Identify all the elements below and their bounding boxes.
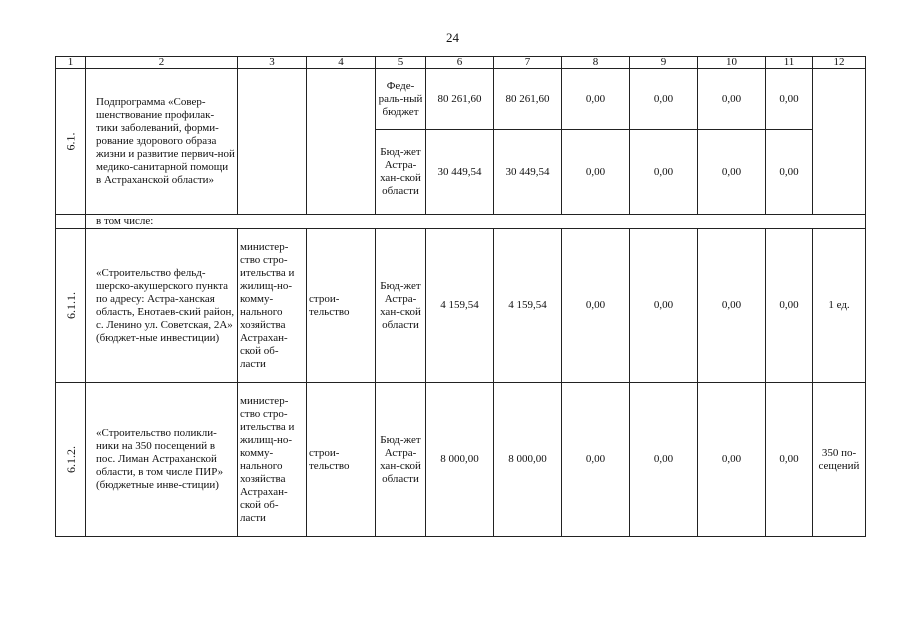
value-cell: 0,00 xyxy=(698,130,766,215)
column-number: 5 xyxy=(376,57,426,69)
value-cell: 0,00 xyxy=(698,229,766,383)
table-row xyxy=(56,69,866,130)
value-cell: 0,00 xyxy=(630,130,698,215)
funding-source: Бюд-жет Астра-хан-ской области xyxy=(376,229,426,383)
value-cell: 0,00 xyxy=(630,383,698,537)
page-number: 24 xyxy=(446,30,459,45)
funding-source: Феде-раль-ный бюджет xyxy=(376,69,426,130)
direction-text: строи-тельство xyxy=(307,229,376,383)
value-cell: 80 261,60 xyxy=(494,69,562,130)
result-text: 1 ед. xyxy=(813,229,866,383)
project-name-cell xyxy=(86,383,238,537)
value-cell: 8 000,00 xyxy=(426,383,494,537)
table-row xyxy=(56,215,866,229)
row-code-cell xyxy=(56,69,86,215)
table-row xyxy=(56,383,866,537)
funding-source: Бюд-жет Астра-хан-ской области xyxy=(376,383,426,537)
column-number: 1 xyxy=(56,57,86,69)
column-number: 12 xyxy=(813,57,866,69)
row-code: 6.1. xyxy=(63,132,77,150)
column-number: 2 xyxy=(86,57,238,69)
value-cell: 0,00 xyxy=(766,130,813,215)
value-cell: 30 449,54 xyxy=(426,130,494,215)
column-number: 4 xyxy=(307,57,376,69)
subprogram-name: Подпрограмма «Совер-шенствование профилак-тики заболеваний, форми-рование здорового образа жизни и развитие первич-ной медико-санитарной помощи в Астраханской области» xyxy=(96,96,235,186)
column-number-row xyxy=(56,57,866,69)
value-cell: 0,00 xyxy=(562,229,630,383)
direction-text: строи-тельство xyxy=(307,383,376,537)
value-cell: 0,00 xyxy=(562,130,630,215)
column-number: 9 xyxy=(630,57,698,69)
value-cell: 4 159,54 xyxy=(426,229,494,383)
project-name-cell xyxy=(86,229,238,383)
value-cell: 0,00 xyxy=(562,69,630,130)
result-text: 350 по-сещений xyxy=(813,383,866,537)
including-label: в том числе: xyxy=(96,215,154,227)
row-code-cell xyxy=(56,383,86,537)
value-cell: 8 000,00 xyxy=(494,383,562,537)
executor-text: министер-ство стро-ительства и жилищ-но-комму-нального хозяйства Астрахан-ской об-ласти xyxy=(238,383,307,537)
value-cell: 30 449,54 xyxy=(494,130,562,215)
column-number: 7 xyxy=(494,57,562,69)
column-number: 10 xyxy=(698,57,766,69)
direction-cell xyxy=(307,69,376,215)
program-table xyxy=(55,56,866,537)
value-cell: 0,00 xyxy=(698,69,766,130)
column-number: 8 xyxy=(562,57,630,69)
value-cell: 0,00 xyxy=(562,383,630,537)
value-cell: 0,00 xyxy=(630,229,698,383)
funding-source: Бюд-жет Астра-хан-ской области xyxy=(376,130,426,215)
project-name: «Строительство поликли-ники на 350 посещений в пос. Лиман Астраханской области, в том числе ПИР» (бюджетные инве-стиции) xyxy=(96,427,224,491)
subprogram-name-cell xyxy=(86,69,238,215)
column-number: 3 xyxy=(238,57,307,69)
value-cell: 0,00 xyxy=(766,383,813,537)
row-code: 6.1.1. xyxy=(64,291,78,319)
value-cell: 4 159,54 xyxy=(494,229,562,383)
executor-cell xyxy=(238,69,307,215)
executor-text: министер-ство стро-ительства и жилищ-но-комму-нального хозяйства Астрахан-ской об-ласти xyxy=(238,229,307,383)
row-code-cell xyxy=(56,229,86,383)
column-number: 11 xyxy=(766,57,813,69)
including-label-cell xyxy=(86,215,866,229)
result-cell xyxy=(813,69,866,215)
value-cell: 0,00 xyxy=(630,69,698,130)
empty-cell xyxy=(56,215,86,229)
project-name: «Строительство фельд-шерско-акушерского пункта по адресу: Астра-ханская область, Енотаев-ский район, с. Ленино ул. Советская, 2А» (бюджет-ные инвестиции) xyxy=(96,266,235,344)
row-code: 6.1.2. xyxy=(64,445,78,473)
value-cell: 0,00 xyxy=(698,383,766,537)
table-row xyxy=(56,229,866,383)
value-cell: 80 261,60 xyxy=(426,69,494,130)
column-number: 6 xyxy=(426,57,494,69)
value-cell: 0,00 xyxy=(766,69,813,130)
value-cell: 0,00 xyxy=(766,229,813,383)
